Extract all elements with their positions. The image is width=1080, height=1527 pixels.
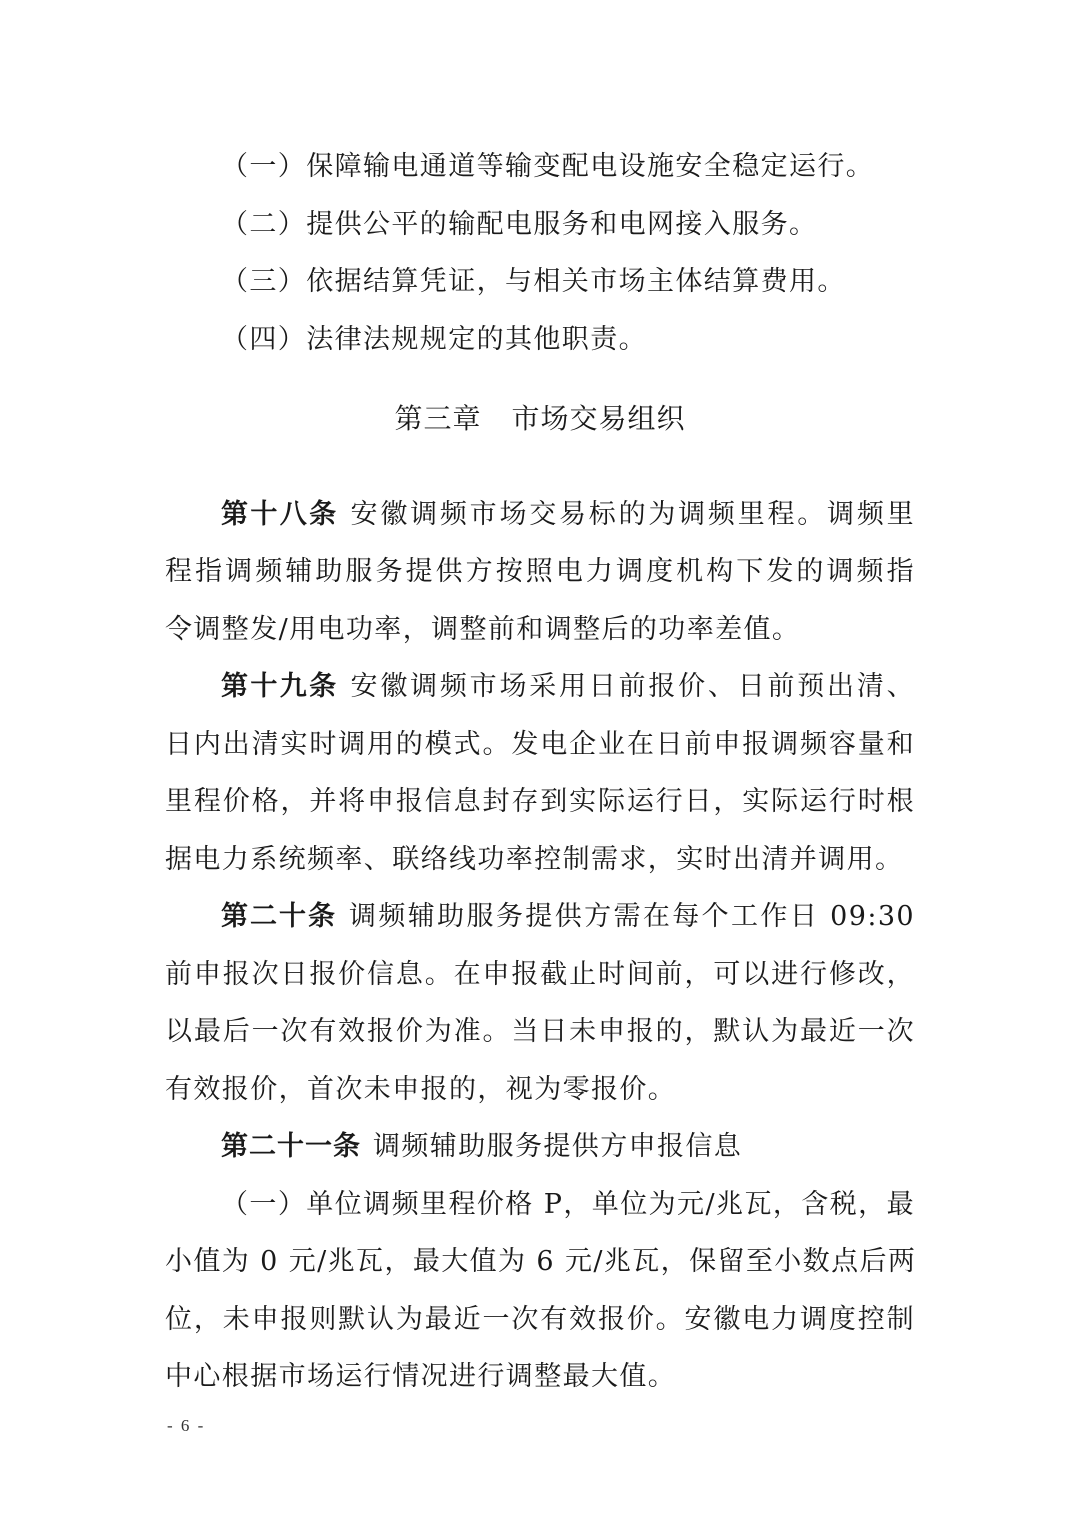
article-21-text: 调频辅助服务提供方申报信息	[373, 1131, 743, 1162]
page-number: - 6 -	[167, 1416, 206, 1435]
article-19-line: 据电力系统频率、联络线功率控制需求，实时出清并调用。	[165, 843, 904, 875]
price-item-line: 中心根据市场运行情况进行调整最大值。	[165, 1361, 677, 1392]
chapter-title: 市场交易组织	[511, 402, 686, 435]
duty-item-4: （四）法律法规规定的其他职责。	[221, 323, 647, 355]
duty-item-3: （三）依据结算凭证，与相关市场主体结算费用。	[221, 266, 846, 297]
chapter-heading	[165, 390, 915, 448]
article-20-line: 以最后一次有效报价为准。当日未申报的，默认为最近一次	[165, 1016, 915, 1047]
article-19-line: 日内出清实时调用的模式。发电企业在日前申报调频容量和	[165, 728, 915, 760]
price-item-line: 小值为 0 元/兆瓦，最大值为 6 元/兆瓦，保留至小数点后两	[165, 1246, 917, 1277]
article-20-label: 第二十条	[221, 901, 337, 932]
page-content	[165, 138, 915, 1406]
article-18-line: 令调整发/用电功率，调整前和调整后的功率差值。	[165, 613, 801, 645]
article-21-first-line	[165, 1118, 915, 1176]
chapter-number: 第三章	[394, 402, 482, 435]
price-item-first-line: （一）单位调频里程价格 P，单位为元/兆瓦，含税，最	[221, 1188, 915, 1220]
article-20-line: 有效报价，首次未申报的，视为零报价。	[165, 1073, 677, 1105]
article-18-text: 安徽调频市场交易标的为调频里程。调频里	[350, 498, 915, 530]
duty-item-2: （二）提供公平的输配电服务和电网接入服务。	[221, 208, 818, 240]
article-20-first-line	[165, 888, 915, 946]
article-19-line: 里程价格，并将申报信息封存到实际运行日，实际运行时根	[165, 786, 915, 817]
duty-item-1: （一）保障输电通道等输变配电设施安全稳定运行。	[221, 151, 875, 182]
article-20-text: 调频辅助服务提供方需在每个工作日 09:30	[348, 901, 915, 932]
article-18-line: 程指调频辅助服务提供方按照电力调度机构下发的调频指	[165, 556, 915, 587]
article-19-first-line	[165, 658, 915, 716]
article-19-label: 第十九条	[221, 671, 339, 702]
article-18-label: 第十八条	[221, 498, 339, 530]
article-20-line: 前申报次日报价信息。在申报截止时间前，可以进行修改，	[165, 958, 915, 990]
article-19-text: 安徽调频市场采用日前报价、日前预出清、	[350, 671, 915, 702]
price-item-line: 位，未申报则默认为最近一次有效报价。安徽电力调度控制	[165, 1303, 915, 1335]
article-18-first-line	[165, 486, 915, 544]
article-21-label: 第二十一条	[221, 1131, 361, 1162]
